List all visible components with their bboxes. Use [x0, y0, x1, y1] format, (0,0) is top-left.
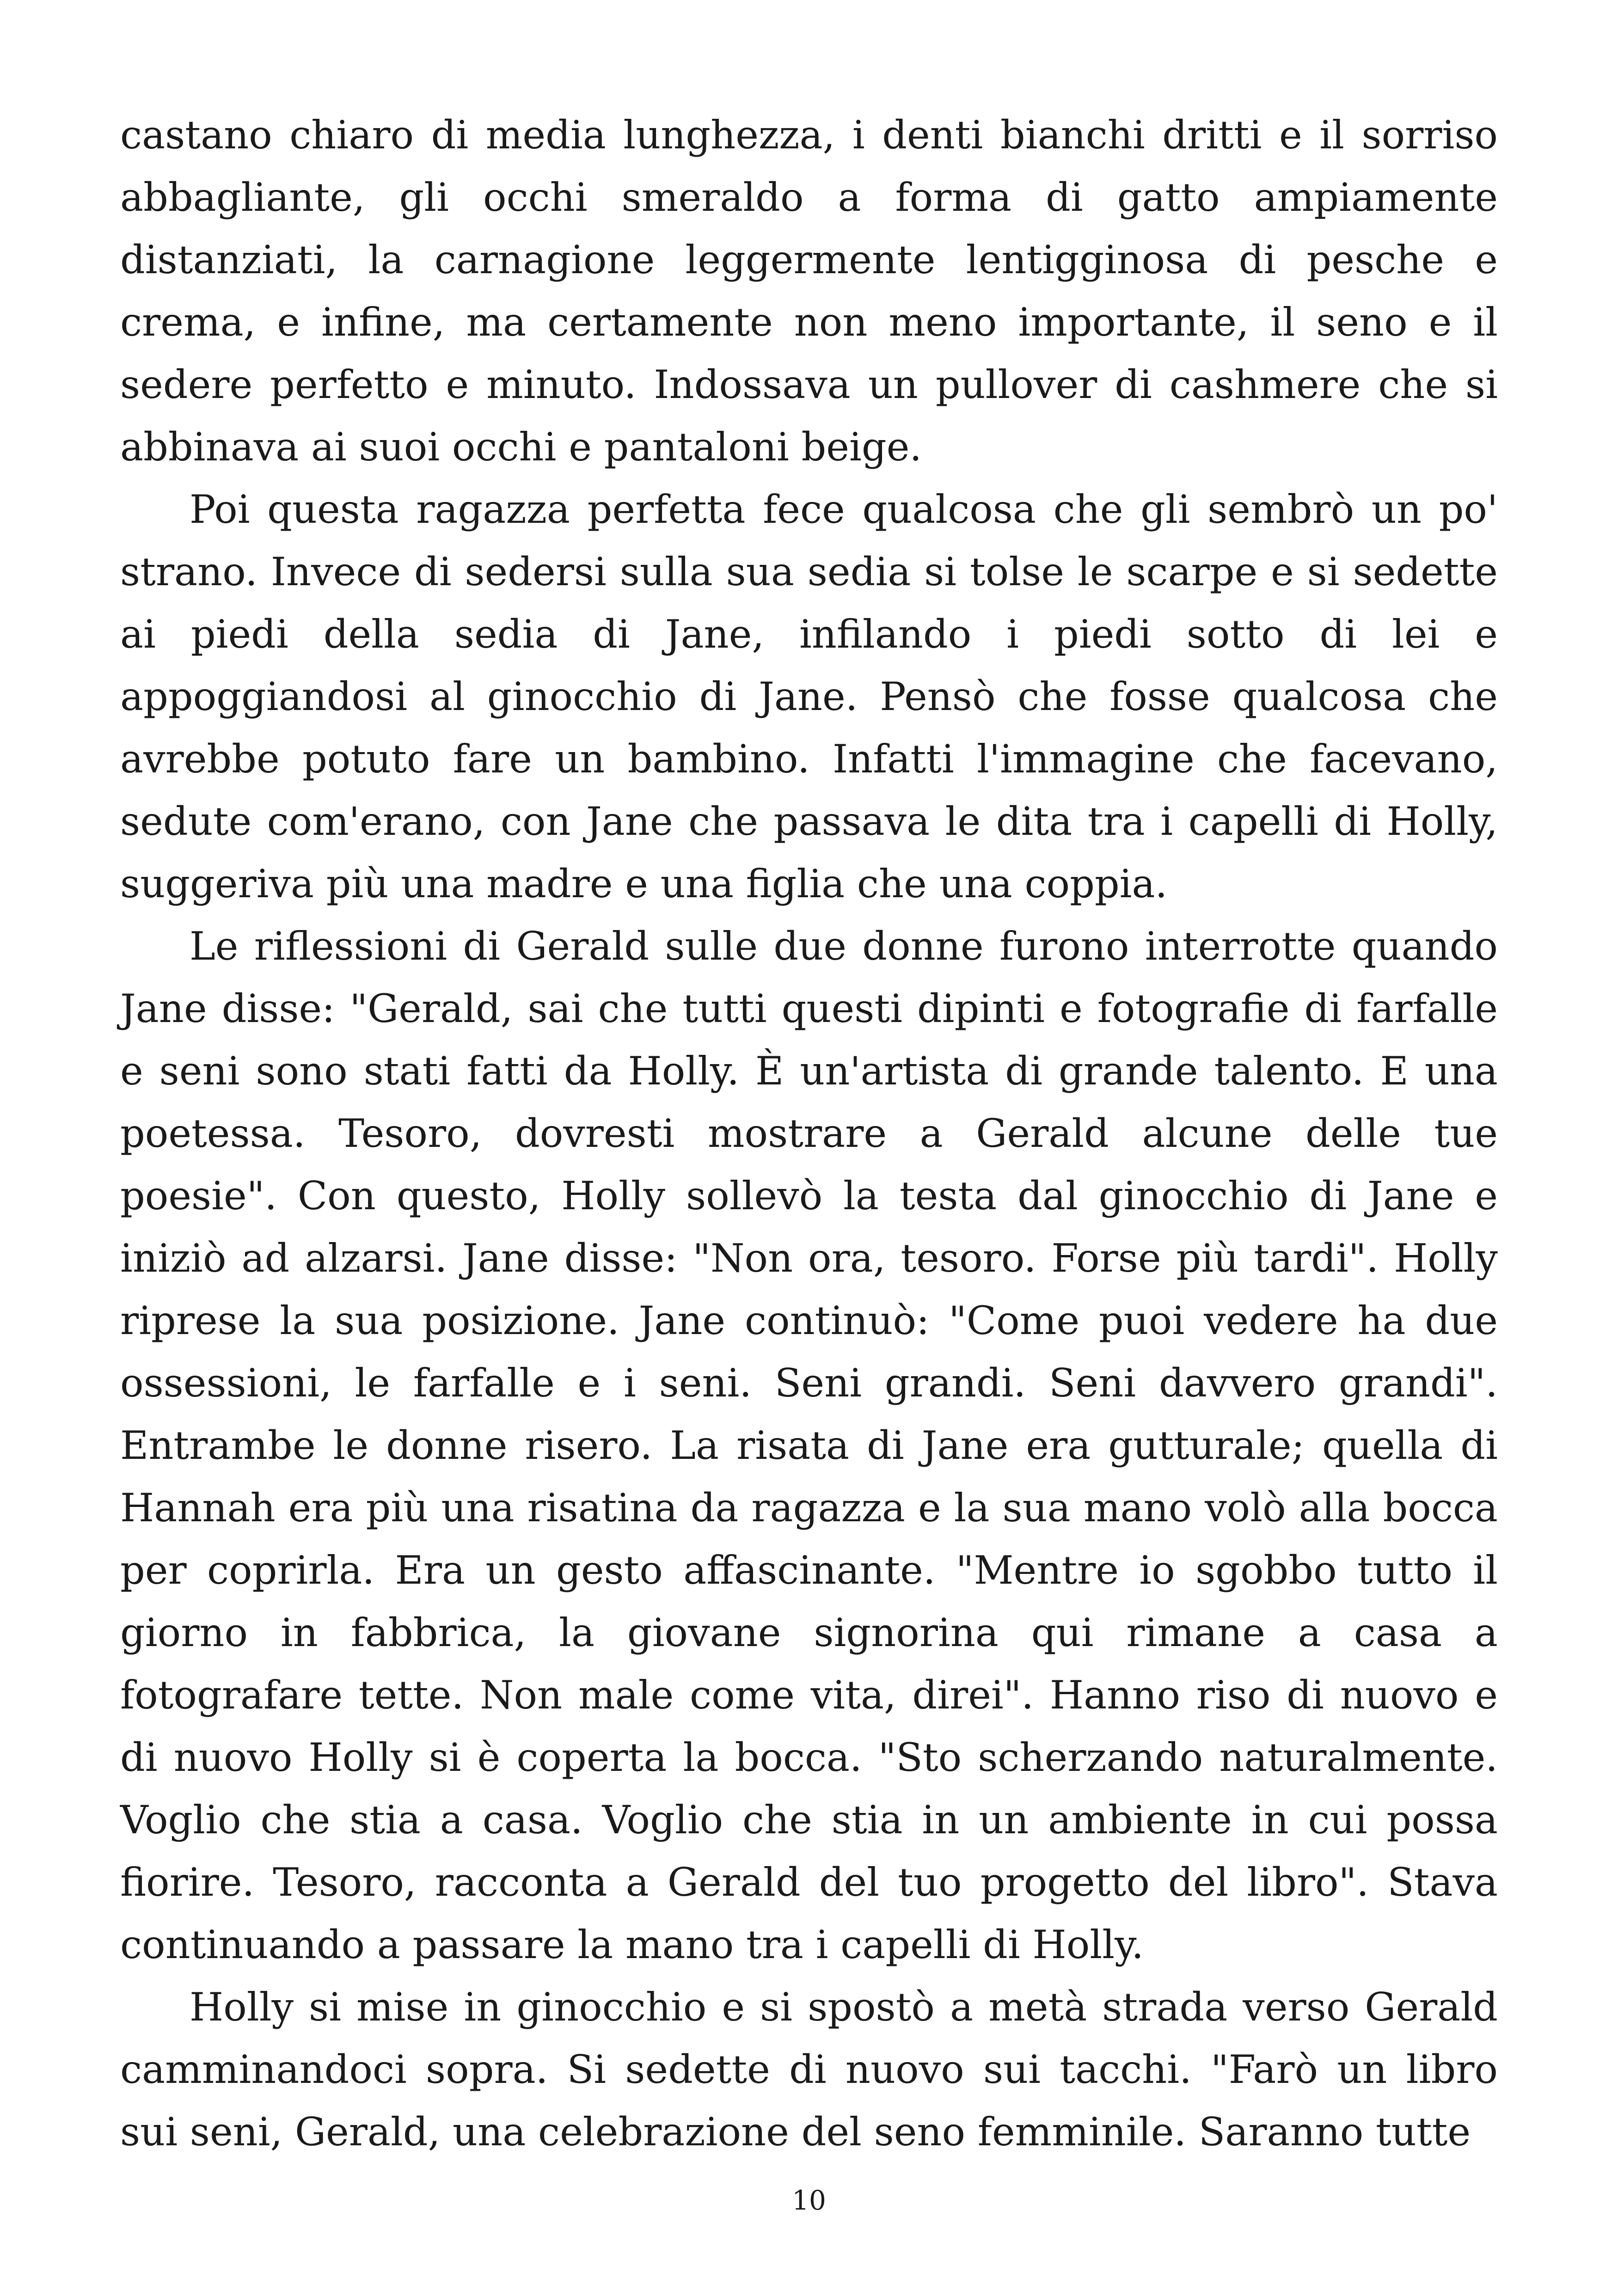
paragraph-4: Holly si mise in ginocchio e si spostò a metà strada verso Gerald camminandoci sopra. Si sedette di nuovo sui tacchi. "Farò un libro sui seni, Gerald, una celebrazione del seno femminile. Saranno tutte	[120, 1984, 1498, 2155]
paragraph-1: castano chiaro di media lunghezza, i denti bianchi dritti e il sorriso abbagliante, gli occhi smeraldo a forma di gatto ampiamente distanziati, la carnagione leggermente lentigginosa di pesche e crema, e infine, ma certamente non meno importante, il seno e il sedere perfetto e minuto. Indossava un pullover di cashmere che si abbinava ai suoi occhi e pantaloni beige.	[120, 112, 1498, 470]
paragraph-3: Le riflessioni di Gerald sulle due donne furono interrotte quando Jane disse: "Gerald, sai che tutti questi dipinti e fotografie di farfalle e seni sono stati fatti da Holly. È un'artista di grande talento. E una poetessa. Tesoro, dovresti mostrare a Gerald alcune delle tue poesie". Con questo, Holly sollevò la testa dal ginocchio di Jane e iniziò ad alzarsi. Jane disse: "Non ora, tesoro. Forse più tardi". Holly riprese la sua posizione. Jane continuò: "Come puoi vedere ha due ossessioni, le farfalle e i seni. Seni grandi. Seni davvero grandi". Entrambe le donne risero. La risata di Jane era gutturale; quella di Hannah era più una risatina da ragazza e la sua mano volò alla bocca per coprirla. Era un gesto affascinante. "Mentre io sgobbo tutto il giorno in fabbrica, la giovane signorina qui rimane a casa a fotografare tette. Non male come vita, direi". Hanno riso di nuovo e di nuovo Holly si è coperta la bocca. "Sto scherzando naturalmente. Voglio che stia a casa. Voglio che stia in un ambiente in cui possa fiorire. Tesoro, racconta a Gerald del tuo progetto del libro". Stava continuando a passare la mano tra i capelli di Holly.	[120, 924, 1498, 1967]
body-text	[120, 104, 1498, 2163]
paragraph-2: Poi questa ragazza perfetta fece qualcosa che gli sembrò un po' strano. Invece di sedersi sulla sua sedia si tolse le scarpe e si sedette ai piedi della sedia di Jane, infilando i piedi sotto di lei e appoggiandosi al ginocchio di Jane. Pensò che fosse qualcosa che avrebbe potuto fare un bambino. Infatti l'immagine che facevano, sedute com'erano, con Jane che passava le dita tra i capelli di Holly, suggeriva più una madre e una figlia che una coppia.	[120, 487, 1498, 906]
page-number: 10	[792, 2185, 826, 2216]
